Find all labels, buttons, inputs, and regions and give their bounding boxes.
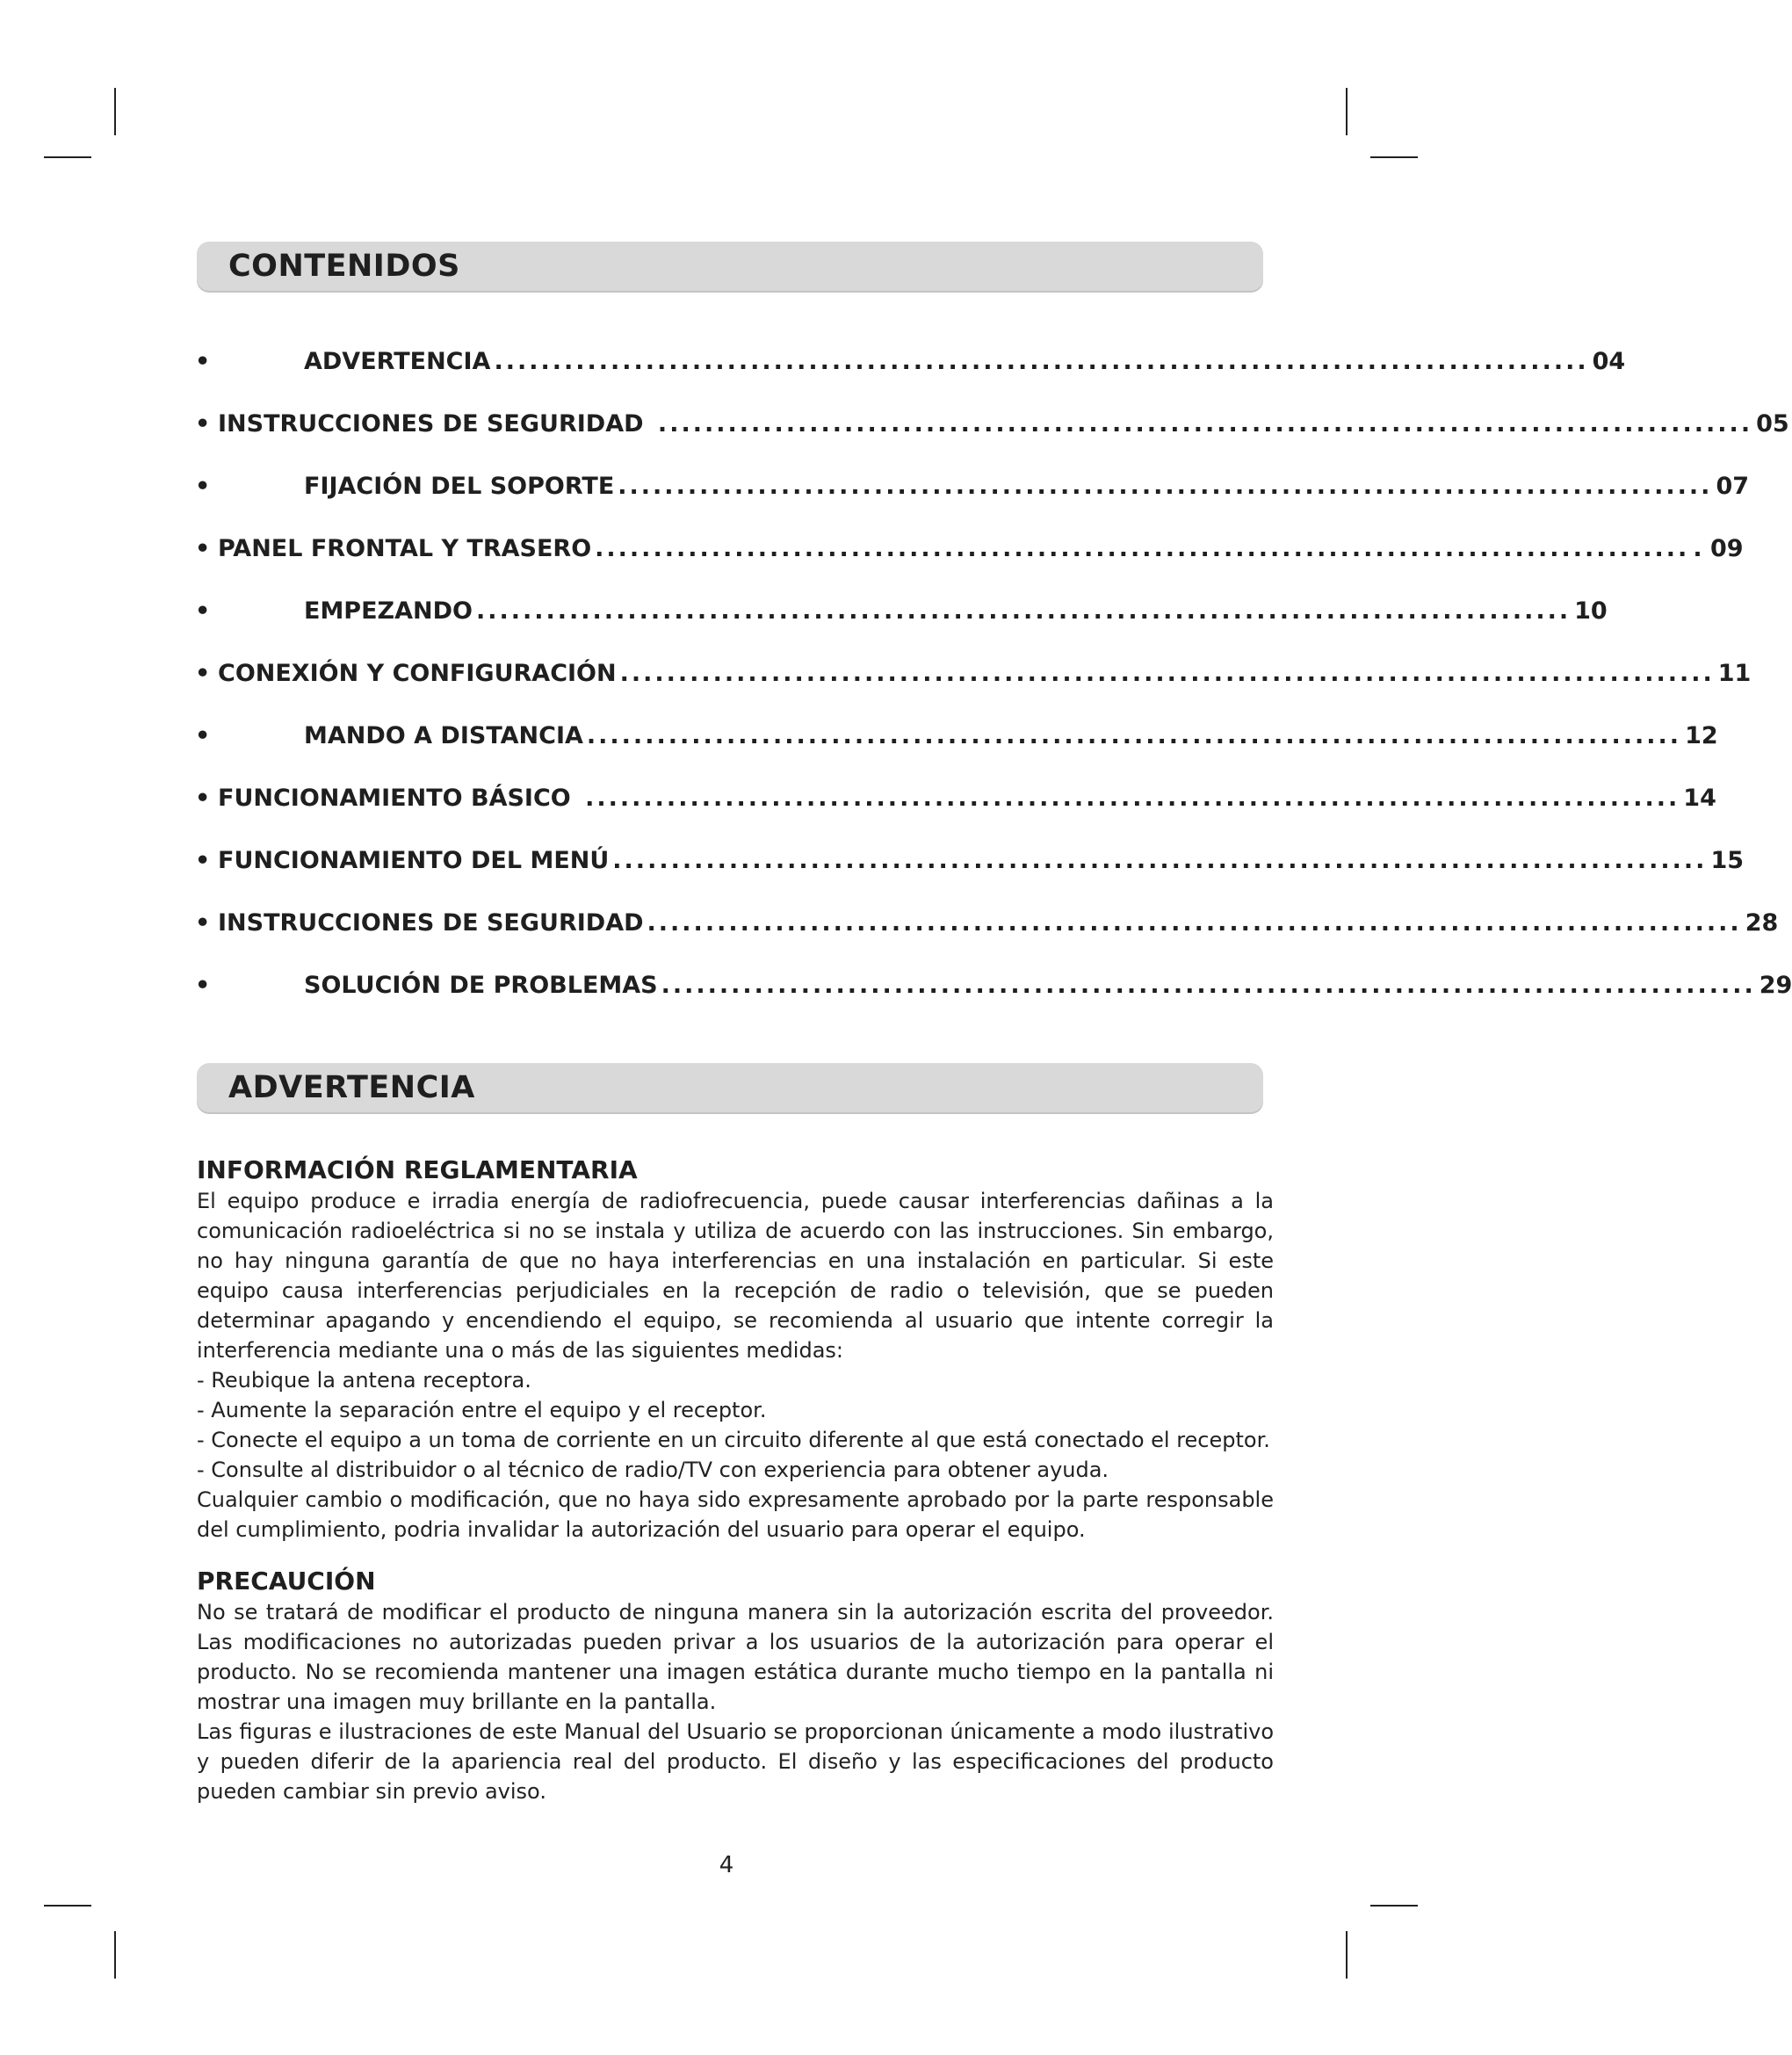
crop-mark [1370, 156, 1418, 158]
regulatory-measure: - Aumente la separación entre el equipo y el receptor. [197, 1398, 767, 1422]
toc-item[interactable]: • INSTRUCCIONES DE SEGURIDAD .............................................................................................. 28 [195, 909, 1779, 937]
toc-leader: .............................................................................................. [661, 972, 1756, 999]
toc-item[interactable]: • PANEL FRONTAL Y TRASERO .............................................................................................. . 09 [195, 535, 1744, 562]
toc-item-page: 12 [1685, 722, 1718, 749]
crop-mark [1370, 1905, 1418, 1907]
caution-paragraph: Las figuras e ilustraciones de este Manual del Usuario se proporcionan únicamente a modo ilustrativo y pueden diferir de la apariencia real del producto. El diseño y las especificaciones del producto pueden cambiar sin previo aviso. [197, 1719, 1274, 1804]
regulatory-paragraph: El equipo produce e irradia energía de radiofrecuencia, puede causar interferencias dañinas a la comunicación radioeléctrica si no se instala y utiliza de acuerdo con las instrucciones. Sin embargo, no hay ninguna garantía de que no haya interferencias en una instalación en particular. Si este equipo causa interferencias perjudiciales en la recepción de radio o televisión, que se pueden determinar apagando y encendiendo el equipo, se recomienda al usuario que intente corregir la interferencia mediante una o más de las siguientes medidas: [197, 1189, 1274, 1363]
toc-item-page: 14 [1683, 785, 1716, 812]
regulatory-measure: - Consulte al distribuidor o al técnico de radio/TV con experiencia para obtener ayuda. [197, 1458, 1109, 1482]
caution-paragraph: No se tratará de modificar el producto de ninguna manera sin la autorización escrita del proveedor. Las modificaciones no autorizadas pueden privar a los usuarios de la autorización para operar el producto. No se recomienda mantener una imagen estática durante mucho tiempo en la pantalla ni mostrar una imagen muy brillante en la pantalla. [197, 1600, 1274, 1714]
toc-leader: .............................................................................................. [586, 722, 1682, 749]
toc-item-title: INSTRUCCIONES DE SEGURIDAD [218, 410, 644, 438]
toc-item[interactable]: • EMPEZANDO .............................................................................................. 10 [195, 597, 1608, 625]
toc-item-page: 15 [1710, 847, 1745, 874]
toc-item-page: . 09 [1693, 535, 1744, 562]
crop-mark [114, 1931, 116, 1979]
toc-leader: .............................................................................................. [647, 909, 1742, 937]
crop-mark [44, 156, 91, 158]
caution-title: PRECAUCIÓN [197, 1567, 376, 1596]
toc-leader: .............................................................................................. [619, 660, 1715, 687]
toc-item-title: CONEXIÓN Y CONFIGURACIÓN [218, 660, 617, 687]
toc-item-title: PANEL FRONTAL Y TRASERO [218, 535, 592, 562]
toc-leader: .............................................................................................. [618, 473, 1713, 500]
toc-item-page: 05 [1756, 410, 1789, 438]
regulatory-section [197, 1154, 1274, 1545]
toc-item-title: EMPEZANDO [304, 597, 473, 625]
toc-leader: .............................................................................................. [612, 847, 1708, 874]
crop-mark [114, 88, 116, 135]
regulatory-measure: - Reubique la antena receptora. [197, 1368, 531, 1393]
toc-item[interactable]: • INSTRUCCIONES DE SEGURIDAD .............................................................................................. 05 [195, 410, 1789, 438]
toc-item-title: MANDO A DISTANCIA [304, 722, 583, 749]
toc-item-title: ADVERTENCIA [304, 348, 491, 375]
regulatory-title: INFORMACIÓN REGLAMENTARIA [197, 1155, 638, 1184]
warning-heading: ADVERTENCIA [228, 1070, 475, 1105]
page-number: 4 [719, 1852, 734, 1878]
toc-leader: .............................................................................................. [647, 410, 1753, 438]
toc-leader: .............................................................................................. [475, 597, 1572, 625]
contents-heading: CONTENIDOS [228, 249, 460, 284]
toc-leader: .............................................................................................. [574, 785, 1680, 812]
toc-item[interactable]: • FUNCIONAMIENTO DEL MENÚ .............................................................................................. 15 [195, 847, 1745, 874]
toc-item-page: 11 [1717, 660, 1752, 687]
toc-item-page: 28 [1745, 909, 1779, 937]
crop-mark [1346, 1931, 1348, 1979]
toc-item[interactable]: • ADVERTENCIA .............................................................................................. 04 [195, 348, 1626, 375]
toc-item[interactable]: • FUNCIONAMIENTO BÁSICO .............................................................................................. 14 [195, 785, 1716, 812]
toc-leader: .............................................................................................. [494, 348, 1589, 375]
toc-item-page: 10 [1574, 597, 1608, 625]
toc-item-title: FIJACIÓN DEL SOPORTE [304, 473, 615, 500]
toc-leader: .............................................................................................. [595, 535, 1690, 562]
warning-banner [197, 1063, 1263, 1114]
crop-mark [44, 1905, 91, 1907]
caution-section [197, 1566, 1274, 1806]
toc-item-title: INSTRUCCIONES DE SEGURIDAD [218, 909, 644, 937]
toc-item[interactable]: • SOLUCIÓN DE PROBLEMAS .............................................................................................. 29 [195, 972, 1792, 999]
toc-item-title: FUNCIONAMIENTO BÁSICO [218, 785, 571, 812]
regulatory-measure: - Conecte el equipo a un toma de corriente en un circuito diferente al que está conectado el receptor. [197, 1428, 1270, 1452]
table-of-contents [195, 348, 1792, 1034]
regulatory-paragraph: Cualquier cambio o modificación, que no haya sido expresamente aprobado por la parte responsable del cumplimiento, podria invalidar la autorización del usuario para operar el equipo. [197, 1487, 1274, 1542]
toc-item-page: 04 [1592, 348, 1626, 375]
toc-item[interactable]: • FIJACIÓN DEL SOPORTE .............................................................................................. 07 [195, 473, 1750, 500]
toc-item-title: FUNCIONAMIENTO DEL MENÚ [218, 847, 610, 874]
toc-item-page: 29 [1759, 972, 1792, 999]
toc-item-title: SOLUCIÓN DE PROBLEMAS [304, 972, 658, 999]
crop-mark [1346, 88, 1348, 135]
contents-banner [197, 242, 1263, 293]
toc-item[interactable]: • CONEXIÓN Y CONFIGURACIÓN .............................................................................................. 11 [195, 660, 1752, 687]
toc-item-page: 07 [1716, 473, 1750, 500]
toc-item[interactable]: • MANDO A DISTANCIA .............................................................................................. 12 [195, 722, 1718, 749]
